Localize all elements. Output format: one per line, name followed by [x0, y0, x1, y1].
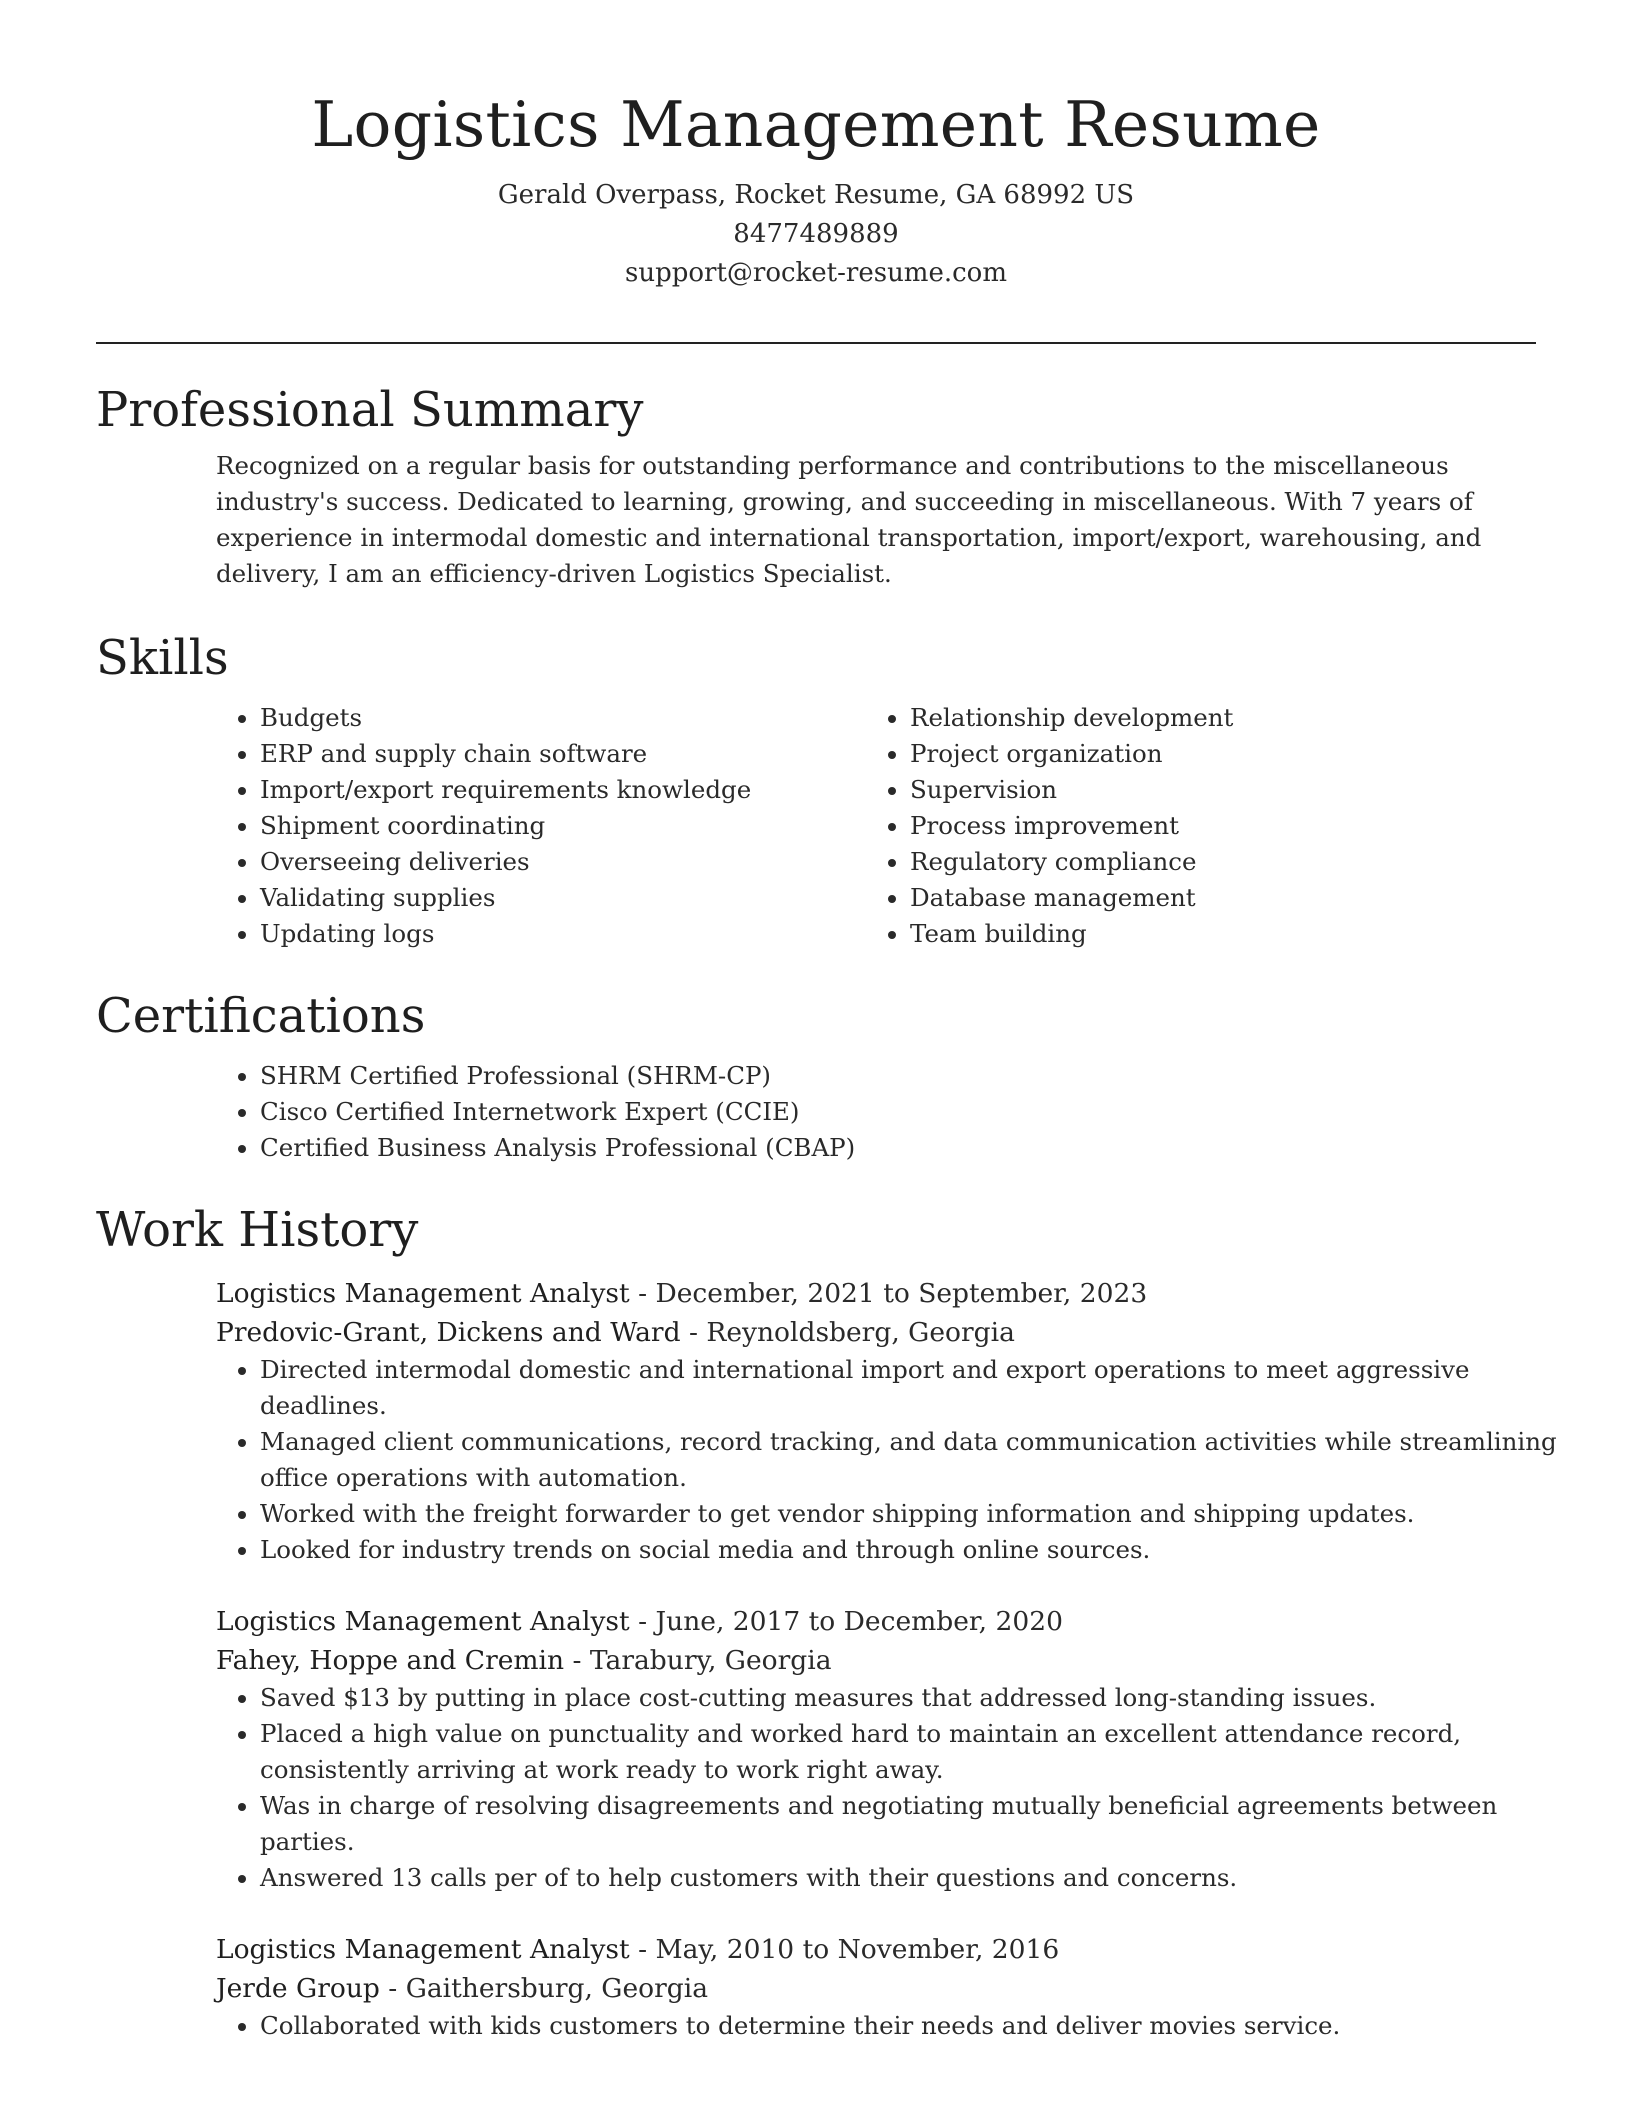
job-separator: -: [680, 1317, 707, 1348]
skill-item: • Supervision: [910, 772, 1516, 808]
job-bullets: [216, 1352, 1580, 1568]
job-dates: December, 2021 to September, 2023: [655, 1278, 1148, 1309]
skill-item: • Budgets: [260, 700, 866, 736]
skills-list-right: [866, 700, 1516, 952]
job-title: Logistics Management Analyst: [216, 1934, 630, 1965]
certification-item: • Certified Business Analysis Professional (CBAP): [260, 1130, 1536, 1166]
job-bullet: • Worked with the freight forwarder to get vendor shipping information and shipping updates.: [260, 1496, 1580, 1532]
job-entry: [216, 1602, 1536, 1896]
job-bullet: • Managed client communications, record tracking, and data communication activities while streamlining office operations with automation.: [260, 1424, 1580, 1496]
certifications-body: [216, 1058, 1536, 1166]
job-company-line: [216, 1313, 1536, 1352]
skill-item: • ERP and supply chain software: [260, 736, 866, 772]
skills-grid: [216, 700, 1536, 952]
job-title-line: [216, 1602, 1536, 1641]
skill-item: • Validating supplies: [260, 880, 866, 916]
job-bullet: • Saved $13 by putting in place cost-cutting measures that addressed long-standing issues.: [260, 1680, 1580, 1716]
job-separator: -: [629, 1606, 656, 1637]
job-separator: -: [629, 1934, 656, 1965]
job-location: Gaithersburg, Georgia: [405, 1973, 709, 2004]
certifications-heading: Certifications: [96, 988, 426, 1044]
job-bullets: [216, 2008, 1580, 2044]
skill-item: • Shipment coordinating: [260, 808, 866, 844]
job-company: Jerde Group: [216, 1973, 380, 2004]
skill-item: • Relationship development: [910, 700, 1516, 736]
job-location: Tarabury, Georgia: [589, 1645, 832, 1676]
job-bullet: • Was in charge of resolving disagreements and negotiating mutually beneficial agreements between parties.: [260, 1788, 1580, 1860]
job-entry: [216, 1930, 1536, 2044]
skills-column-left: [216, 700, 866, 952]
job-company: Predovic-Grant, Dickens and Ward: [216, 1317, 681, 1348]
contact-phone: 8477489889: [733, 219, 899, 249]
skill-item: • Overseeing deliveries: [260, 844, 866, 880]
summary-text: Recognized on a regular basis for outstanding performance and contributions to the miscellaneous industry's success. Dedicated to learning, growing, and succeeding in miscellaneous. With 7 years of experience in intermodal domestic and international transportation, import/export, warehousing, and delivery, I am an efficiency-driven Logistics Specialist.: [216, 451, 1482, 588]
job-bullet: • Answered 13 calls per of to help customers with their questions and concerns.: [260, 1860, 1580, 1896]
job-company-line: [216, 1641, 1536, 1680]
job-separator: -: [629, 1278, 656, 1309]
summary-heading: Professional Summary: [96, 382, 644, 438]
resume-header: [0, 0, 1632, 293]
job-company-line: [216, 1969, 1536, 2008]
job-bullet: • Directed intermodal domestic and international import and export operations to meet aggressive deadlines.: [260, 1352, 1580, 1424]
skills-heading: Skills: [96, 630, 229, 686]
header-divider: [96, 342, 1536, 344]
certifications-list: [216, 1058, 1536, 1166]
skills-list-left: [216, 700, 866, 952]
certifications-section: [96, 984, 1536, 1166]
job-company: Fahey, Hoppe and Cremin: [216, 1645, 565, 1676]
job-bullet: • Looked for industry trends on social media and through online sources.: [260, 1532, 1580, 1568]
skills-column-right: [866, 700, 1516, 952]
skill-item: • Project organization: [910, 736, 1516, 772]
work-history-body: [216, 1274, 1557, 2044]
skills-body: [216, 700, 1536, 952]
job-title-line: [216, 1274, 1536, 1313]
job-bullet: • Collaborated with kids customers to determine their needs and deliver movies service.: [260, 2008, 1580, 2044]
job-dates: June, 2017 to December, 2020: [655, 1606, 1063, 1637]
contact-email: support@rocket-resume.com: [624, 258, 1007, 288]
job-separator: -: [564, 1645, 590, 1676]
work-history-section: [96, 1198, 1557, 2078]
skill-item: • Process improvement: [910, 808, 1516, 844]
job-dates: May, 2010 to November, 2016: [655, 1934, 1060, 1965]
job-bullets: [216, 1680, 1580, 1896]
skill-item: • Import/export requirements knowledge: [260, 772, 866, 808]
job-location: Reynoldsberg, Georgia: [706, 1317, 1015, 1348]
job-title-line: [216, 1930, 1536, 1969]
skill-item: • Database management: [910, 880, 1516, 916]
job-title: Logistics Management Analyst: [216, 1278, 630, 1309]
page-title: Logistics Management Resume: [311, 88, 1321, 161]
job-separator: -: [379, 1973, 406, 2004]
certification-item: • Cisco Certified Internetwork Expert (CCIE): [260, 1094, 1536, 1130]
summary-section: [96, 378, 1536, 592]
certification-item: • SHRM Certified Professional (SHRM-CP): [260, 1058, 1536, 1094]
job-bullet: • Placed a high value on punctuality and worked hard to maintain an excellent attendance record, consistently arriving at work ready to work right away.: [260, 1716, 1580, 1788]
skill-item: • Regulatory compliance: [910, 844, 1516, 880]
skill-item: • Updating logs: [260, 916, 866, 952]
contact-address: Gerald Overpass, Rocket Resume, GA 68992 US: [497, 180, 1135, 210]
summary-body: [216, 448, 1536, 592]
skills-section: [96, 626, 1536, 952]
work-history-heading: Work History: [96, 1202, 419, 1258]
skill-item: • Team building: [910, 916, 1516, 952]
contact-info: [0, 176, 1632, 293]
job-title: Logistics Management Analyst: [216, 1606, 630, 1637]
job-entry: [216, 1274, 1557, 1568]
